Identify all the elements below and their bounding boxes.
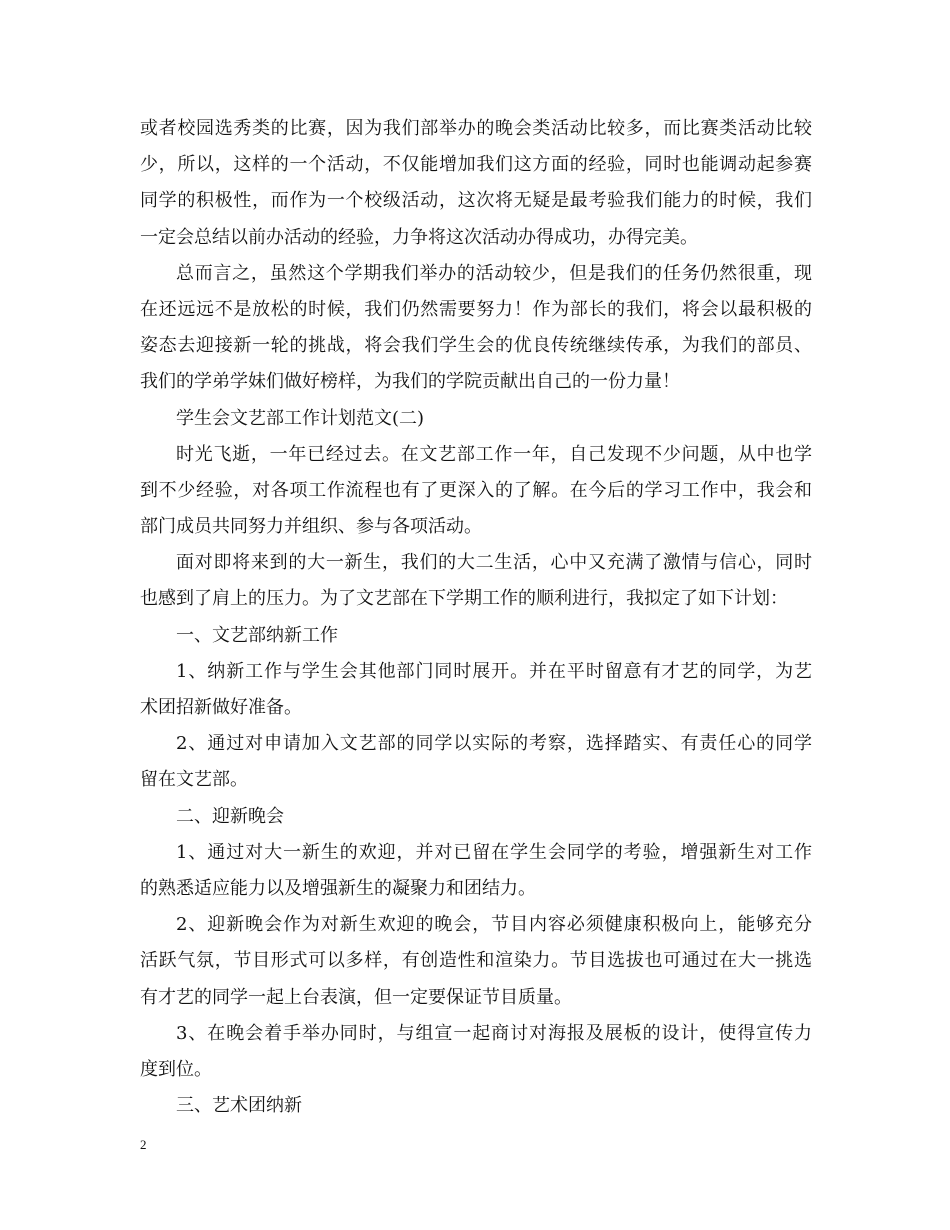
- list-item-first-line: 2、迎新晚会作为对新生欢迎的晚会，节目内容必须健康积极向上，能够充分: [176, 914, 812, 936]
- text-line: 术团招新做好准备。: [140, 697, 302, 718]
- text-line: 有才艺的同学一起上台表演，但一定要保证节目质量。: [140, 986, 572, 1008]
- text-line: 一定会总结以前办活动的经验，力争将这次活动办得成功，办得完美。: [140, 226, 698, 248]
- paragraph-first-line: 时光飞逝，一年已经过去。在文艺部工作一年，自己发现不少问题，从中也学: [176, 443, 812, 465]
- text-line: 姿态去迎接新一轮的挑战，将会我们学生会的优良传统继续传承，为我们的部员、: [140, 335, 812, 357]
- text-line: 或者校园选秀类的比赛，因为我们部举办的晚会类活动比较多，而比赛类活动比较: [140, 118, 812, 139]
- section-heading: 二、迎新晚会: [176, 805, 284, 827]
- paragraph-first-line: 总而言之，虽然这个学期我们举办的活动较少，但是我们的任务仍然很重，现: [176, 262, 812, 284]
- section-heading: 三、艺术团纳新: [176, 1095, 302, 1117]
- text-line: 部门成员共同努力并组织、参与各项活动。: [140, 516, 482, 538]
- page-number: 2: [140, 1137, 147, 1152]
- text-line: 在还远远不是放松的时候，我们仍然需要努力！作为部长的我们，将会以最积极的: [140, 298, 812, 320]
- list-item-first-line: 2、通过对申请加入文艺部的同学以实际的考察，选择踏实、有责任心的同学: [176, 733, 812, 755]
- text-line: 活跃气氛，节目形式可以多样，有创造性和渲染力。节目选拔也可通过在大一挑选: [140, 950, 812, 972]
- paragraph-first-line: 面对即将来到的大一新生，我们的大二生活，心中又充满了激情与信心，同时: [176, 552, 812, 574]
- list-item-first-line: 3、在晚会着手举办同时，与组宣一起商讨对海报及展板的设计，使得宣传力: [176, 1022, 812, 1044]
- text-line: 也感到了肩上的压力。为了文艺部在下学期工作的顺利进行，我拟定了如下计划：: [140, 588, 788, 610]
- section-title: 学生会文艺部工作计划范文(二): [176, 407, 425, 429]
- list-item-first-line: 1、纳新工作与学生会其他部门同时展开。并在平时留意有才艺的同学，为艺: [176, 660, 812, 682]
- section-heading: 一、文艺部纳新工作: [176, 624, 338, 646]
- text-line: 少，所以，这样的一个活动，不仅能增加我们这方面的经验，同时也能调动起参赛: [140, 154, 812, 176]
- document-body: [140, 111, 812, 1124]
- text-line: 留在文艺部。: [140, 769, 248, 791]
- list-item-first-line: 1、通过对大一新生的欢迎，并对已留在学生会同学的考验，增强新生对工作: [176, 841, 812, 863]
- text-line: 度到位。: [140, 1058, 212, 1080]
- text-line: 到不少经验，对各项工作流程也有了更深入的了解。在今后的学习工作中，我会和: [140, 479, 812, 501]
- text-line: 的熟悉适应能力以及增强新生的凝聚力和团结力。: [140, 877, 536, 899]
- text-line: 同学的积极性，而作为一个校级活动，这次将无疑是最考验我们能力的时候，我们: [140, 190, 812, 212]
- text-line: 我们的学弟学妹们做好榜样，为我们的学院贡献出自己的一份力量！: [140, 371, 680, 393]
